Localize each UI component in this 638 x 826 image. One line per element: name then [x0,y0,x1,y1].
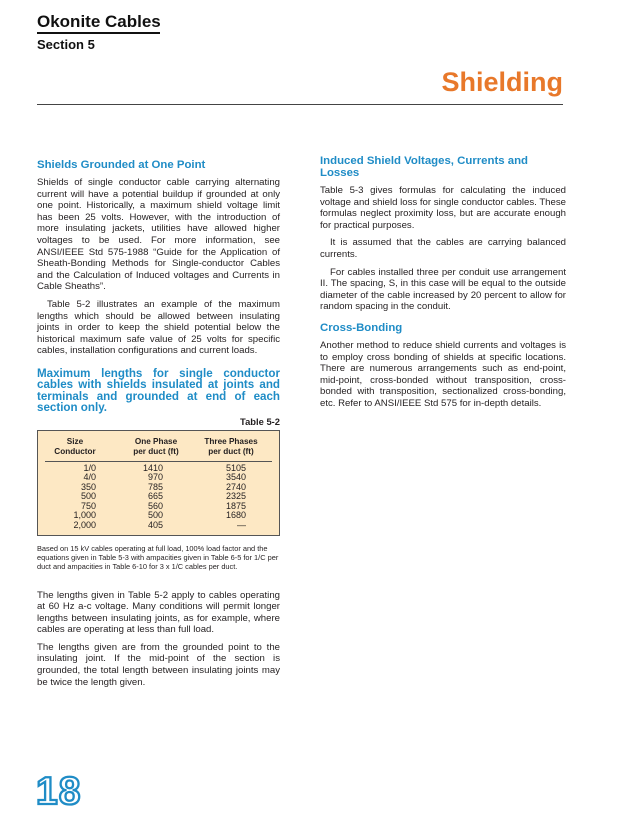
paragraph: Another method to reduce shield currents and voltages is to employ cross bonding of shields at specific locations. There are numerous arrangements such as end-point, mid-point, cross-bonded without transposition, cross-bonded with transposition, sectionalized cross-bonding, etc. Refer to ANSI/IEEE Std 575 for in-depth details. [320,339,566,409]
right-column [320,155,566,410]
heading-shields-grounded: Shields Grounded at One Point [37,159,206,171]
left-column [37,159,280,688]
table-cell: 1410 [142,462,163,473]
paragraph: Shields of single conductor cable carrying alternating current will have a potential buildup if grounded at only one point. Historically, a maximum shield voltage limit has been 25 volts. However, with the introduction of more insulating jackets, utilities have allowed higher voltages to be used. For more information, see ANSI/IEEE Std 575-1988 “Guide for the Application of Sheath-Bonding Methods for Single-conductor Cables and the Calculation of Induced voltages and Currents in Cable Sheaths”. [37,177,280,293]
page-title: Shielding [441,67,563,97]
page-number: 18 [36,770,82,813]
table-cell: 560 [147,500,163,511]
table-label: Table 5-2 [240,415,280,427]
table-cell: 750 [80,500,96,511]
section-label: Section 5 [37,37,95,52]
table-cell: 2325 [225,491,246,502]
table-cell: 2740 [225,481,246,492]
table-cell: 4/0 [83,472,96,483]
table-heading: Maximum lengths for single conductor cables with shields insulated at joints and terminals and grounded at end of each section only. [37,366,280,415]
table-cell: 1875 [225,500,246,511]
heading-cross-bonding: Cross-Bonding [320,321,403,334]
paragraph: For cables installed three per conduit use arrangement II. The spacing, S, in this case will be equal to the outside diameter of the cable increased by 20 percent to allow for random spacing in the conduit. [320,266,566,313]
column-header-three-phases: Three Phases per duct (ft) [204,436,258,456]
table-cell: 1,000 [73,510,96,521]
table-header-rule [45,461,272,462]
table-cell: 970 [147,472,163,483]
paragraph: Table 5-3 gives formulas for calculating the induced voltage and shield loss for single conductor cables. These formulas neglect proximity loss, but are accurate enough for practical purposes. [320,185,566,231]
table-footnote: Based on 15 kV cables operating at full load, 100% load factor and the equations given in Table 5-3 with ampacities given in Table 6-5 for 1/C per duct and ampacities in Table 6-10 for 3 x 1/C cables per duct. [37,543,279,572]
paragraph: It is assumed that the cables are carrying balanced currents. [320,237,566,260]
paragraph: The lengths given in Table 5-2 apply to cables operating at 60 Hz a-c voltage. Many conditions will permit longer lengths between insulating joints, as for example, where cables are operating at less than full load. [37,589,280,636]
brand-underline [37,32,160,34]
column-header-size: Size Conductor [54,436,96,456]
lengths-table [37,430,280,536]
table-cell: 500 [147,510,163,521]
table-cell: 405 [147,519,163,530]
table-cell: 1/0 [83,462,96,473]
table-cell: — [237,519,246,530]
table-cell: 500 [80,491,96,502]
table-cell: 665 [147,491,163,502]
title-divider [37,104,563,105]
paragraph: The lengths given are from the grounded point to the insulating joint. If the mid-point of the section is grounded, the total length between insulating joints may be twice the length given. [37,641,280,688]
column-one-phase [123,464,163,531]
table-cell: 1680 [225,510,246,521]
table-cell: 350 [80,481,96,492]
table-cell: 3540 [225,472,246,483]
column-three-phases [210,464,246,531]
brand-title: Okonite Cables [37,12,161,31]
column-header-one-phase: One Phase per duct (ft) [133,436,179,456]
table-cell: 785 [147,481,163,492]
column-size [56,464,96,531]
table-cell: 5105 [225,462,246,473]
table-cell: 2,000 [73,519,96,530]
heading-induced-voltages: Induced Shield Voltages, Currents and Losses [320,155,529,179]
paragraph: Table 5-2 illustrates an example of the maximum lengths which should be allowed between insulating joints in order to keep the shield potential below the historical maximum safe value of 25 volts for specific cables, installation configurations and current loads. [37,298,280,357]
